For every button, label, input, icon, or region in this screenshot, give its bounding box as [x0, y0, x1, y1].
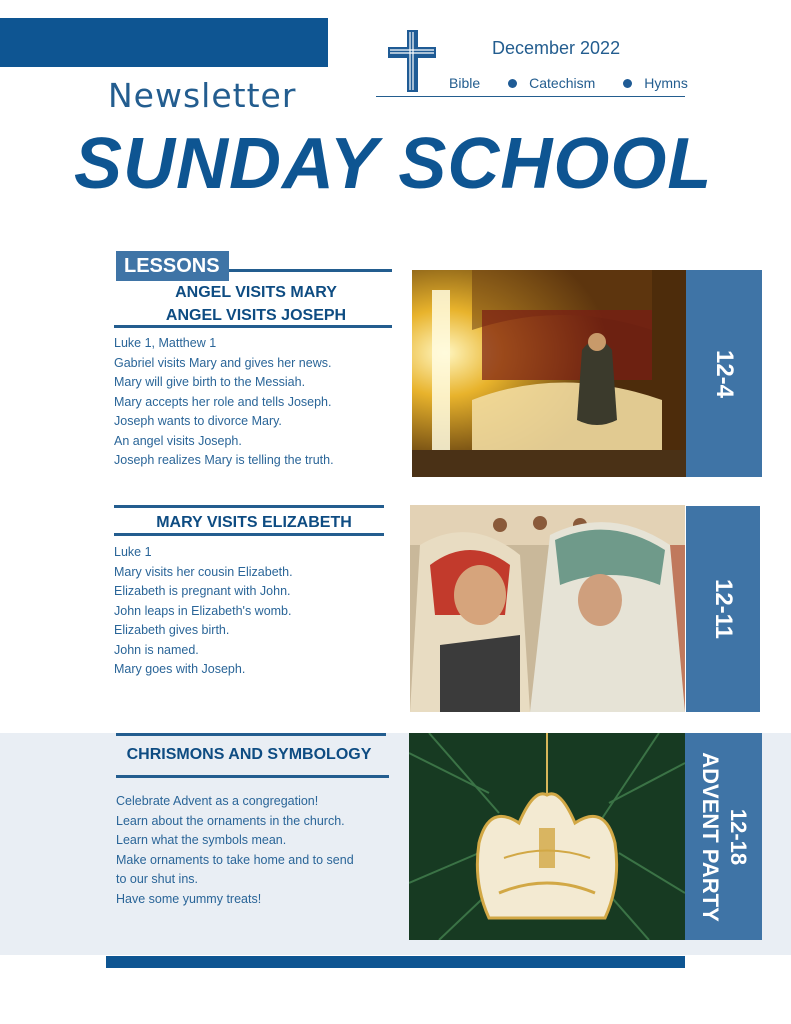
nav-item-catechism: Catechism	[529, 75, 596, 91]
section-title-line: ANGEL VISITS JOSEPH	[165, 307, 347, 324]
nav-item-bible: Bible	[449, 75, 481, 91]
lesson-line: Joseph wants to divorce Mary.	[114, 414, 282, 428]
cross-logo-icon	[388, 30, 436, 92]
lessons-badge: LESSONS	[116, 251, 229, 281]
lesson-line: Mary will give birth to the Messiah.	[114, 375, 306, 389]
section-title	[114, 511, 394, 534]
event-line: Make ornaments to take home and to send	[116, 852, 354, 867]
section-divider	[114, 505, 384, 508]
section-divider	[114, 325, 392, 328]
event-line: Learn about the ornaments in the church.	[116, 813, 345, 828]
lesson-line: Mary goes with Joseph.	[114, 662, 246, 676]
header-accent-bar	[0, 18, 328, 67]
lesson-text	[114, 543, 293, 680]
date-tab-label: 12-4	[711, 349, 738, 398]
lesson-line: Luke 1	[114, 545, 152, 559]
event-name: ADVENT PARTY	[697, 751, 723, 922]
event-date: 12-18	[725, 808, 751, 865]
lesson-line: John leaps in Elizabeth's womb.	[114, 603, 292, 618]
visitation-painting	[410, 505, 685, 712]
section-title-line: CHRISMONS AND SYMBOLOGY	[126, 746, 372, 763]
nav-item-hymns: Hymns	[644, 75, 688, 91]
date-tab	[686, 270, 762, 477]
section-title	[120, 281, 392, 327]
section-divider	[116, 733, 386, 736]
section-title-line: ANGEL VISITS MARY	[175, 284, 337, 301]
footer-accent-bar	[106, 956, 685, 968]
date-tab	[685, 733, 762, 940]
section-divider	[116, 775, 389, 778]
lesson-line: John is named.	[114, 642, 199, 657]
topic-nav	[449, 75, 688, 91]
lesson-line: Mary accepts her role and tells Joseph.	[114, 394, 332, 409]
section-divider	[229, 269, 392, 272]
date-tab-label: 12-11	[710, 578, 737, 640]
crown-ornament-photo	[409, 733, 685, 940]
lesson-line: Mary visits her cousin Elizabeth.	[114, 564, 293, 579]
lesson-text	[114, 334, 334, 471]
newsletter-label: Newsletter	[108, 76, 297, 115]
date-tab-label	[696, 752, 752, 922]
event-line: to our shut ins.	[116, 872, 198, 886]
page-title: SUNDAY SCHOOL	[74, 124, 713, 204]
annunciation-painting	[412, 270, 686, 477]
section-title	[114, 743, 384, 766]
section-divider	[114, 533, 384, 536]
bullet-icon	[623, 79, 632, 88]
event-text	[116, 792, 354, 909]
date-tab	[686, 506, 760, 712]
event-line: Have some yummy treats!	[116, 891, 262, 906]
nav-divider	[376, 96, 685, 97]
event-line: Celebrate Advent as a congregation!	[116, 794, 319, 808]
issue-date: December 2022	[492, 38, 621, 58]
lesson-line: Luke 1, Matthew 1	[114, 336, 217, 350]
event-line: Learn what the symbols mean.	[116, 833, 287, 847]
lesson-line: An angel visits Joseph.	[114, 433, 242, 448]
section-title-line: MARY VISITS ELIZABETH	[156, 514, 352, 531]
bullet-icon	[508, 79, 517, 88]
lesson-line: Joseph realizes Mary is telling the truth.	[114, 453, 334, 467]
lesson-line: Elizabeth gives birth.	[114, 623, 230, 637]
lesson-line: Gabriel visits Mary and gives her news.	[114, 355, 332, 370]
lesson-line: Elizabeth is pregnant with John.	[114, 584, 291, 598]
